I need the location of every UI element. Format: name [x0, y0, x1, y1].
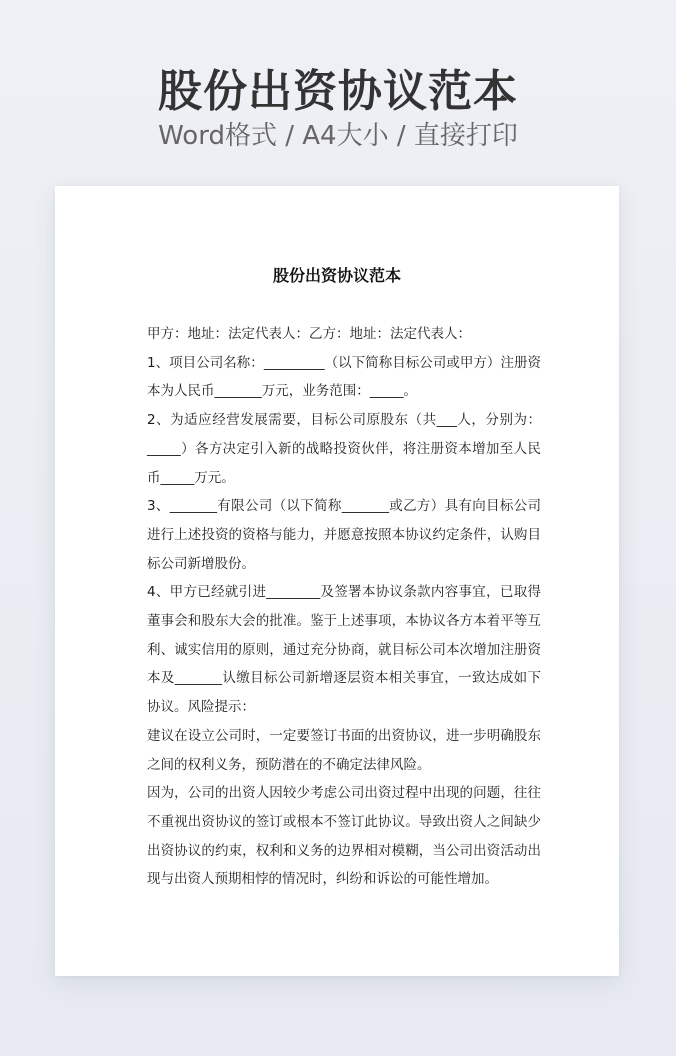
page-title: 股份出资协议范本: [158, 66, 518, 117]
reason-paragraph: 因为，公司的出资人因较少考虑公司出资过程中出现的问题，往往不重视出资协议的签订或根本不签订此协议。导致出资人之间缺少出资协议的约束，权利和义务的边界相对模糊，当公司出资活动出现与出资人预期相悖的情况时，纠纷和诉讼的可能性增加。: [147, 785, 541, 888]
party-info-line: 甲方：地址：法定代表人：乙方：地址：法定代表人：: [147, 326, 471, 342]
clause-3: 3、_______有限公司（以下简称_______或乙方）具有向目标公司进行上述投资的资格与能力，并愿意按照本协议约定条件，认购目标公司新增股份。: [147, 498, 541, 572]
page-header: [0, 0, 676, 186]
clause-1: 1、项目公司名称：_________（以下简称目标公司或甲方）注册资本为人民币_______万元，业务范围：_____。: [147, 354, 541, 400]
clause-4: 4、甲方已经就引进________及签署本协议条款内容事宜，已取得董事会和股东大会的批准。鉴于上述事项，本协议各方本着平等互利、诚实信用的原则，通过充分协商，就目标公司本次增加注册资本及_______认缴目标公司新增逐层资本相关事宜，一致达成如下协议。风险提示：: [147, 584, 541, 716]
document-body: [147, 320, 541, 894]
document-page: [55, 186, 619, 976]
page-subtitle: Word格式 / A4大小 / 直接打印: [158, 121, 518, 151]
document-title: 股份出资协议范本: [272, 266, 401, 285]
clause-2: 2、为适应经营发展需要，目标公司原股东（共___人，分别为：_____）各方决定引入新的战略投资伙伴，将注册资本增加至人民币_____万元。: [147, 412, 541, 486]
advice-paragraph: 建议在设立公司时，一定要签订书面的出资协议，进一步明确股东之间的权利义务，预防潜在的不确定法律风险。: [147, 727, 541, 773]
